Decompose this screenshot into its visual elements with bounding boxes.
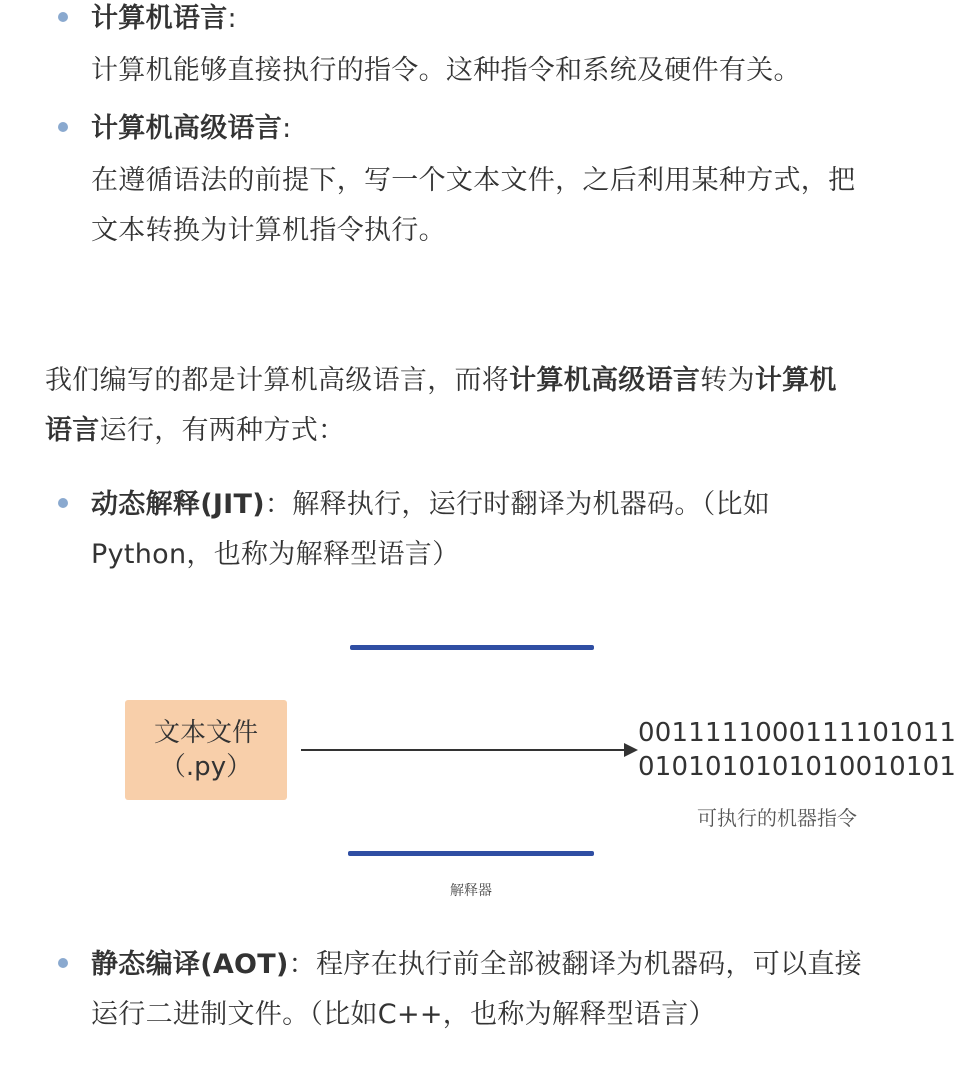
list-item-body-line1: 在遵循语法的前提下，写一个文本文件，之后利用某种方式，把: [91, 165, 856, 196]
arrow-head-icon: [624, 743, 638, 757]
term-jit: 动态解释(JIT): [91, 489, 265, 520]
bullet-dot: [58, 498, 68, 508]
separator: ：: [264, 489, 293, 520]
interpreter-bottom-bar: [348, 851, 594, 856]
list-item-line1: [91, 488, 770, 522]
list-item-heading: [91, 112, 292, 146]
interpreter-diagram: [0, 600, 965, 920]
interpreter-top-bar: [350, 645, 594, 650]
bullet-dot: [58, 12, 68, 22]
list-item-text: 程序在执行前全部被翻译为机器码，可以直接: [315, 949, 862, 980]
paragraph-text: 转为: [700, 365, 755, 396]
paragraph-text: 我们编写的都是计算机高级语言，而将: [45, 365, 510, 396]
separator: ：: [288, 949, 316, 980]
paragraph-line1: [45, 364, 837, 398]
list-item-line2: Python，也称为解释型语言）: [91, 539, 460, 570]
list-item-body: 计算机能够直接执行的指令。这种指令和系统及硬件有关。: [91, 55, 801, 86]
binary-caption: 可执行的机器指令: [697, 806, 857, 830]
bullet-dot: [58, 958, 68, 968]
arrow-line: [301, 749, 627, 751]
term-machine-language: 计算机语言: [91, 3, 228, 34]
interpreter-label: 解释器: [450, 883, 492, 899]
list-item-text: 解释执行，运行时翻译为机器码。（比如: [292, 489, 771, 520]
list-item-line2: 运行二进制文件。（比如C++，也称为解释型语言）: [91, 999, 716, 1030]
term-high-level-language: 计算机高级语言: [91, 113, 283, 144]
list-item-line1: [91, 948, 862, 982]
paragraph-bold-term: 语言: [45, 415, 100, 446]
source-file-ext: （.py）: [159, 752, 253, 782]
binary-line2: 0101010101010010101: [638, 752, 957, 782]
list-item-heading: [91, 2, 237, 36]
binary-line1: 0011111000111101011: [638, 718, 957, 748]
paragraph-line2: [45, 414, 345, 448]
list-item-body-line2: 文本转换为计算机指令执行。: [91, 215, 446, 246]
bullet-dot: [58, 122, 68, 132]
paragraph-bold-term: 计算机高级语言: [509, 365, 701, 396]
paragraph-text: 运行，有两种方式：: [99, 415, 346, 446]
source-file-box: [125, 700, 287, 800]
separator: :: [227, 3, 237, 34]
source-file-label: 文本文件: [153, 718, 258, 748]
paragraph-bold-term: 计算机: [754, 365, 837, 396]
separator: :: [282, 113, 292, 144]
term-aot: 静态编译(AOT): [91, 949, 289, 980]
